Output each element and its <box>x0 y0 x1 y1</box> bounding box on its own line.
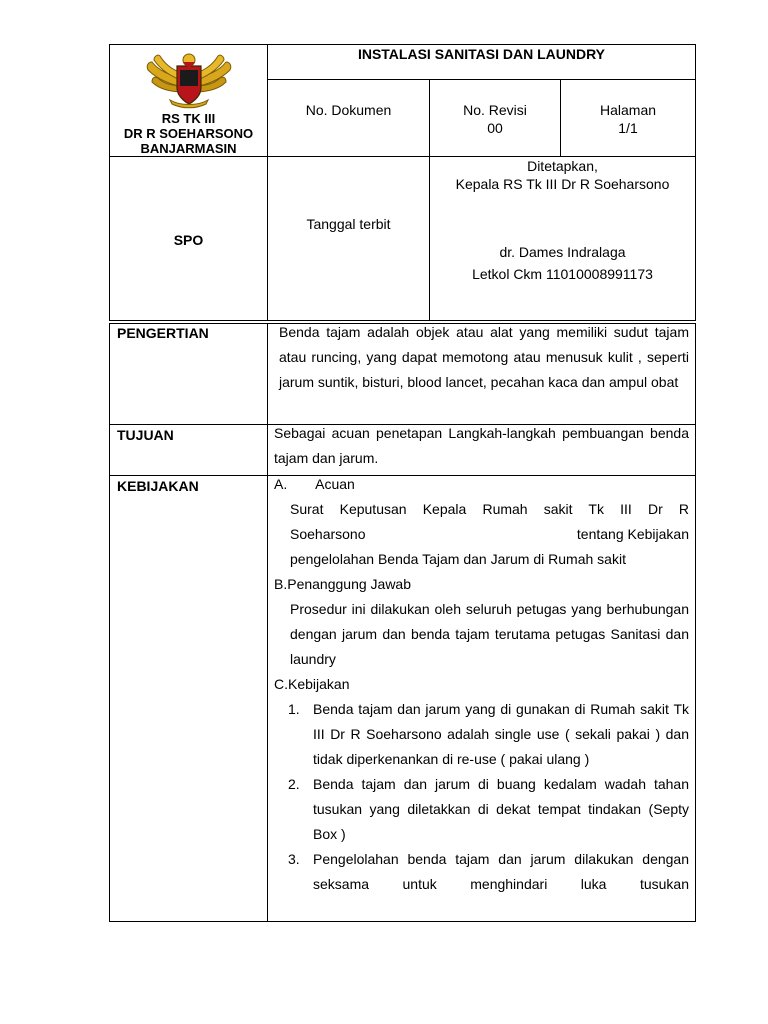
page-value: 1/1 <box>618 120 638 136</box>
unit-title: INSTALASI SANITASI DAN LAUNDRY <box>357 46 606 62</box>
header-divider-1 <box>267 79 696 80</box>
section-a-line-2a: Soeharsono <box>290 526 366 542</box>
revision-cell <box>430 101 560 137</box>
rs-emblem-logo <box>140 48 238 110</box>
page-label: Halaman <box>599 102 657 118</box>
section-a-line-1: Surat Keputusan Kepala Rumah sakit Tk III Dr R <box>290 501 689 517</box>
policy-item-1-text: Benda tajam dan jarum yang di gunakan di Rumah sakit Tk III Dr R Soeharsono adalah single use ( sekali pakai ) dan tidak diperkenankan di re-use ( pakai ulang ) <box>313 701 689 767</box>
policy-item-1-number: 1. <box>288 701 300 717</box>
section-b-title: B.Penanggung Jawab <box>274 576 411 592</box>
tujuan-text: Sebagai acuan penetapan Langkah-langkah pembuangan benda tajam dan jarum. <box>274 425 689 466</box>
hospital-line-1: RS TK III <box>161 111 216 126</box>
policy-item-1 <box>288 697 689 772</box>
spo-label: SPO <box>173 232 204 248</box>
header-left-border <box>109 44 110 321</box>
section-a-marker: A. <box>274 476 288 492</box>
policy-item-2 <box>288 772 689 847</box>
hospital-name <box>110 111 267 156</box>
body-right-border <box>695 323 696 922</box>
policy-item-3-number: 3. <box>288 851 300 867</box>
approval-block <box>430 157 695 193</box>
pengertian-text: Benda tajam adalah objek atau alat yang memiliki sudut tajam atau runcing, yang dapat memotong atau menusuk kulit , seperti jarum suntik, bisturi, blood lancet, pecahan kaca dan ampul obat <box>279 324 689 390</box>
policy-item-2-text: Benda tajam dan jarum di buang kedalam wadah tahan tusukan yang diletakkan di dekat tempat tindakan (Septy Box ) <box>313 776 689 842</box>
tujuan-label: TUJUAN <box>117 427 174 443</box>
approved-line-2: Kepala RS Tk III Dr R Soeharsono <box>455 176 670 192</box>
pengertian-label: PENGERTIAN <box>117 325 209 341</box>
signer-name: dr. Dames Indralaga <box>499 244 626 260</box>
hospital-line-2: DR R SOEHARSONO <box>123 126 254 141</box>
body-col-divider <box>267 323 268 922</box>
page-cell <box>561 101 695 137</box>
section-a-line-2b: tentang Kebijakan <box>576 526 689 542</box>
hospital-line-3: BANJARMASIN <box>140 141 237 156</box>
signer-block <box>430 241 695 285</box>
signer-rank: Letkol Ckm 11010008991173 <box>472 266 653 282</box>
issue-date-label: Tanggal terbit <box>306 216 391 232</box>
body-bottom-border <box>109 921 696 922</box>
section-c-title: C.Kebijakan <box>274 676 350 692</box>
section-a-line-2 <box>290 522 689 547</box>
section-a-line-3: pengelolahan Benda Tajam dan Jarum di Rumah sakit <box>290 551 626 567</box>
revision-value: 00 <box>487 120 503 136</box>
kebijakan-content <box>274 472 689 897</box>
doc-number-label: No. Dokumen <box>305 102 392 118</box>
kebijakan-label: KEBIJAKAN <box>117 478 199 494</box>
body-left-border <box>109 323 110 922</box>
header-col-divider-1 <box>267 44 268 321</box>
section-a-title: Acuan <box>315 476 355 492</box>
header-right-border <box>695 44 696 321</box>
policy-item-3-text: Pengelolahan benda tajam dan jarum dilakukan dengan seksama untuk menghindari luka tusukan <box>313 851 689 892</box>
approved-line-1: Ditetapkan, <box>527 158 598 174</box>
policy-item-3 <box>288 847 689 897</box>
section-b-text: Prosedur ini dilakukan oleh seluruh petugas yang berhubungan dengan jarum dan benda tajam terutama petugas Sanitasi dan laundry <box>290 601 689 667</box>
revision-label: No. Revisi <box>463 102 527 118</box>
policy-item-2-number: 2. <box>288 776 300 792</box>
section-a-body <box>290 497 689 572</box>
section-a-heading <box>274 472 689 497</box>
